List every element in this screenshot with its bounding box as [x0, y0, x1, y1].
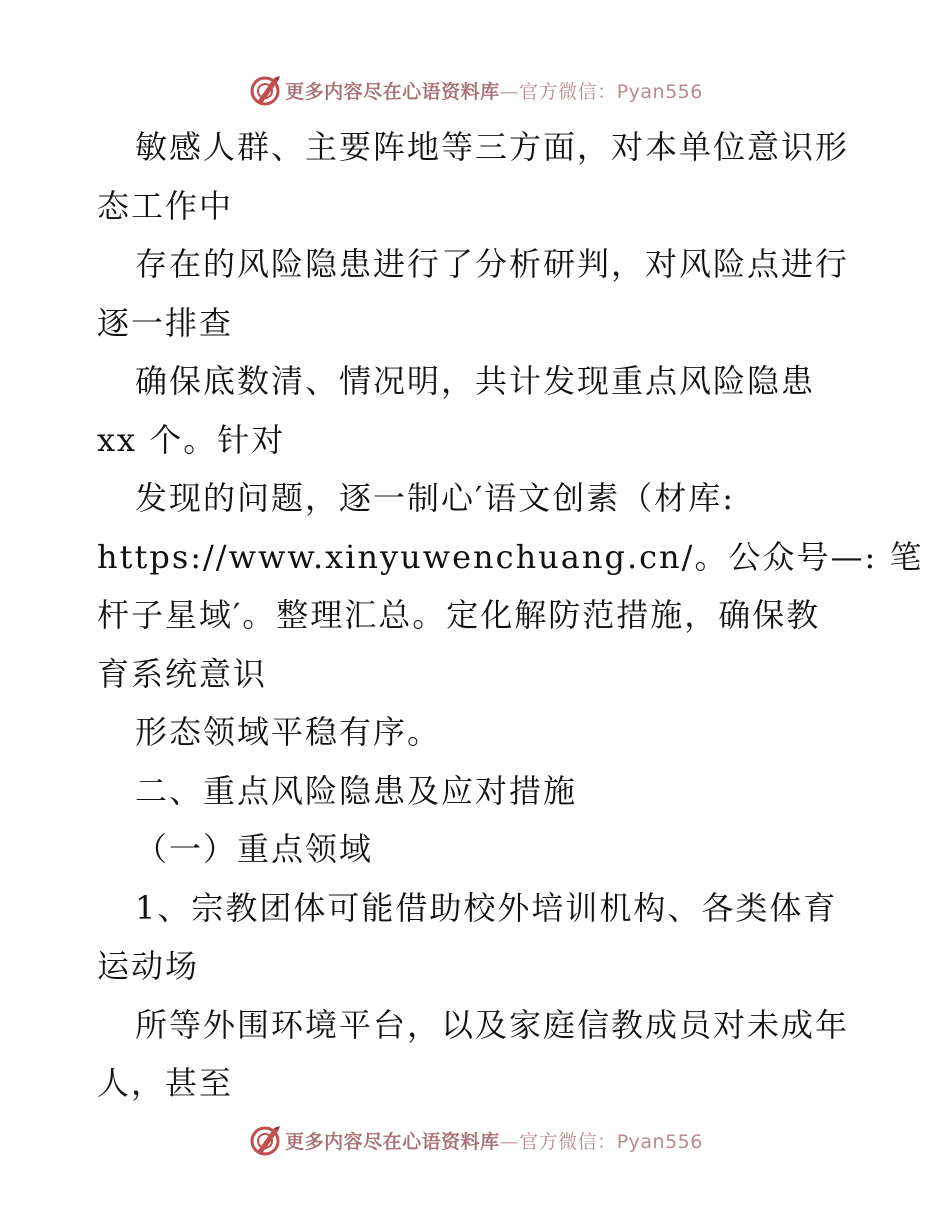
document-body [97, 118, 924, 1113]
text-line: 发现的问题，逐一制心′语文创素（材库: [135, 479, 736, 517]
text-line: 1、宗教团体可能借助校外培训机构、各类体育 [135, 888, 838, 927]
text-line: 育系统意识 [97, 654, 268, 693]
pen-logo-icon [247, 72, 283, 108]
text-line: 态工作中 [97, 186, 234, 225]
text-line: 确保底数清、情况明，共计发现重点风险隐患 [135, 362, 816, 400]
footer-watermark [0, 1120, 950, 1160]
text-line: 所等外围环境平台，以及家庭信教成员对未成年 [135, 1005, 850, 1044]
header-watermark-wechat-id: Pyan556 [616, 80, 703, 103]
header-watermark [0, 70, 950, 110]
text-line: 逐一排查 [97, 303, 234, 342]
header-watermark-dash: — [499, 80, 520, 103]
text-line: xx 个。针对 [97, 420, 286, 459]
footer-watermark-text [285, 1127, 703, 1154]
text-line: 人，甚至 [97, 1064, 234, 1102]
section-heading: 二、重点风险隐患及应对措施 [135, 771, 578, 810]
pen-logo-icon [247, 1122, 283, 1158]
text-line: 存在的风险隐患进行了分析研判，对风险点进行 [135, 245, 850, 283]
text-line: 敏感人群、主要阵地等三方面，对本单位意识形 [135, 128, 850, 166]
header-watermark-text [285, 77, 703, 104]
header-watermark-wechat-label: 官方微信： [519, 80, 617, 103]
subsection-heading: （一）重点领域 [135, 830, 374, 868]
footer-watermark-wechat-id: Pyan556 [616, 1130, 703, 1153]
text-line: 运动场 [97, 947, 200, 985]
header-watermark-main: 更多内容尽在心语资料库 [285, 80, 500, 103]
footer-watermark-wechat-label: 官方微信： [519, 1130, 617, 1153]
text-line: 形态领域平稳有序。 [135, 713, 442, 751]
text-line: https://www.xinyuwenchuang.cn/。公众号—: 笔 [97, 537, 924, 576]
text-line: 杆子星域′。整理汇总。定化解防范措施，确保教 [97, 596, 821, 634]
footer-watermark-dash: — [499, 1130, 520, 1153]
footer-watermark-main: 更多内容尽在心语资料库 [285, 1130, 500, 1153]
